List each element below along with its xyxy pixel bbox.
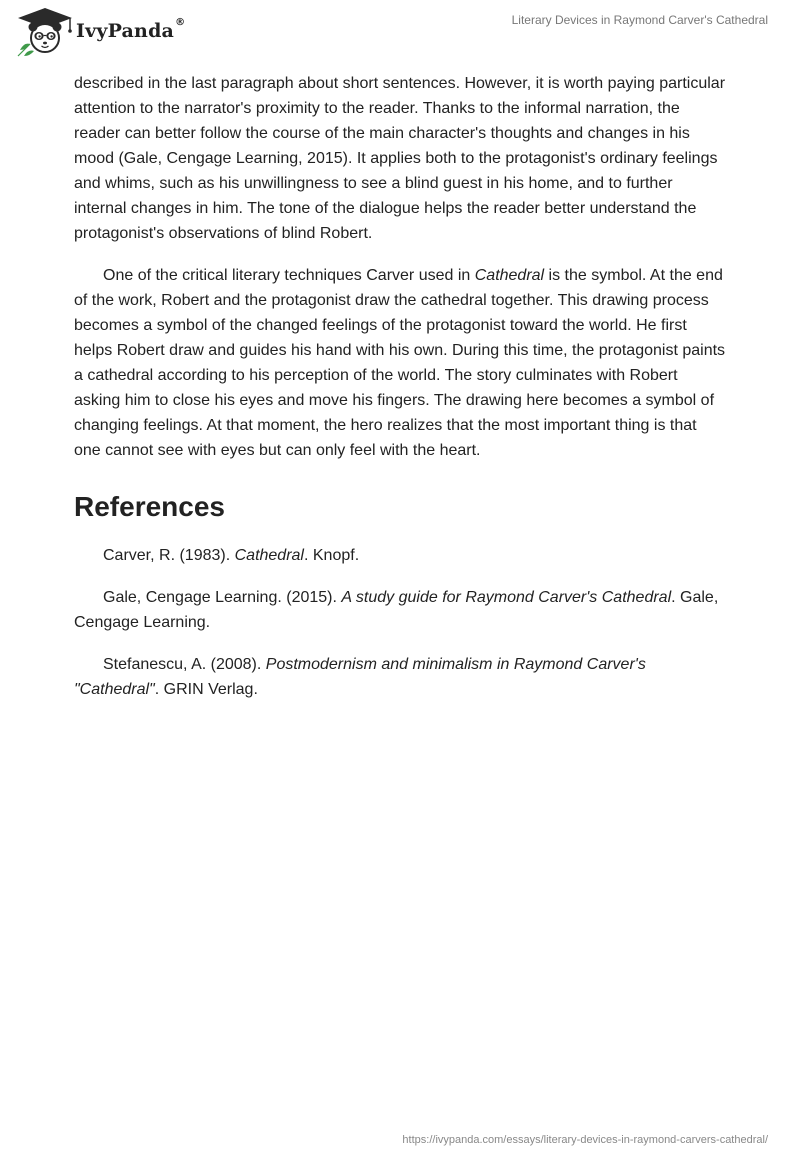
italic-title-text: Cathedral: [234, 547, 304, 564]
text-run: described in the last paragraph about short sentences. However, it is worth paying particular attention to the narrator's proximity to the reader. Thanks to the informal narration, the reader can better follow the course of the main character's thoughts and changes in his mood (Gale, Cengage Learning, 2015). It applies both to the protagonist's ordinary feelings and whims, such as his unwillingness to see a blind guest in his home, and to further internal changes in him. The tone of the dialogue helps the reader better understand the protagonist's observations of blind Robert.: [74, 75, 726, 242]
ivypanda-logo[interactable]: [14, 6, 214, 58]
document-body: [74, 71, 726, 719]
text-run: is the symbol. At the end of the work, Robert and the protagonist draw the cathedral together. This drawing process becomes a symbol of the changed feelings of the protagonist toward the world. He first helps Robert draw and guides his hand with his own. During this time, the protagonist paints a cathedral according to his perception of the world. The story culminates with Robert asking him to close his eyes and move his fingers. The drawing here becomes a symbol of changing feelings. At that moment, the hero realizes that the most important thing is that one cannot see with eyes but can only feel with the heart.: [74, 267, 726, 459]
source-url[interactable]: https://ivypanda.com/essays/literary-devices-in-raymond-carvers-cathedral/: [402, 1134, 768, 1146]
reference-entry: [74, 652, 726, 702]
text-run: . Knopf.: [303, 547, 360, 564]
text-run: Gale, Cengage Learning. (2015).: [103, 589, 342, 606]
references-list: [74, 543, 726, 702]
body-paragraph: [74, 263, 726, 463]
text-run: One of the critical literary techniques Carver used in: [103, 267, 475, 284]
document-title: Literary Devices in Raymond Carver's Cathedral: [511, 13, 768, 27]
italic-title-text: Postmodernism and minimalism in Raymond Carver's "Cathedral": [74, 656, 646, 698]
essay-paragraphs: [74, 71, 726, 463]
page-header: [0, 0, 800, 64]
references-heading: References: [74, 491, 225, 522]
brand-name: IvyPanda®: [76, 17, 186, 42]
text-run: Carver, R. (1983).: [103, 547, 235, 564]
reference-entry: [74, 543, 726, 568]
body-paragraph: [74, 71, 726, 246]
italic-title-text: A study guide for Raymond Carver's Cathedral: [341, 589, 672, 606]
text-run: . GRIN Verlag.: [154, 681, 258, 698]
panda-logo-icon: [14, 6, 76, 58]
text-run: Stefanescu, A. (2008).: [103, 656, 266, 673]
italic-title-text: Cathedral: [474, 267, 545, 284]
registered-mark: ®: [175, 17, 186, 28]
reference-entry: [74, 585, 726, 635]
text-run: . Gale, Cengage Learning.: [74, 589, 719, 631]
